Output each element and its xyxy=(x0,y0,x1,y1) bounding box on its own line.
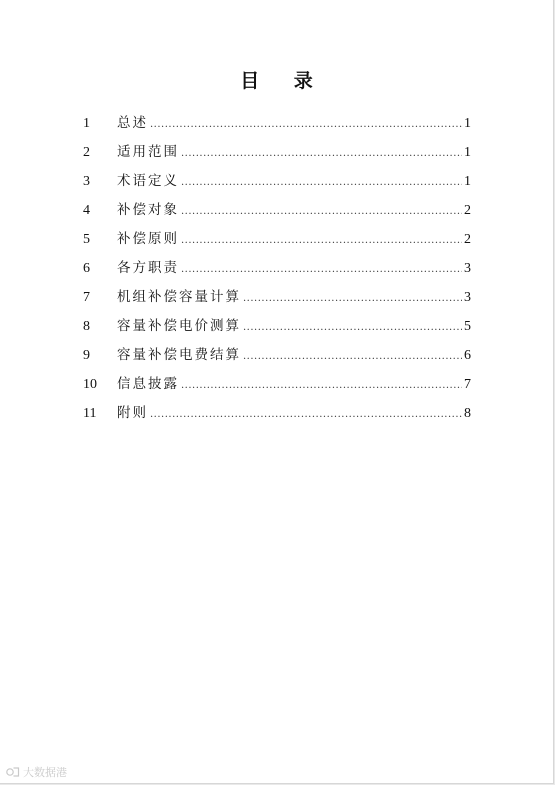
toc-entry-title: 适用范围 xyxy=(117,144,179,160)
watermark-text: 大数据港 xyxy=(23,766,67,779)
toc-entry-number: 3 xyxy=(83,174,90,189)
toc-entry-title: 各方职责 xyxy=(117,260,179,276)
toc-entry[interactable] xyxy=(83,285,471,314)
toc-entry[interactable] xyxy=(83,227,471,256)
toc-entry-number: 7 xyxy=(83,290,90,305)
toc-entry-page: 1 xyxy=(464,145,471,160)
toc-entry-page: 7 xyxy=(464,377,471,392)
toc-entry-title: 附则 xyxy=(117,405,148,421)
toc-entry-page: 5 xyxy=(464,319,471,334)
toc-dot-leader xyxy=(181,148,462,159)
toc-entry[interactable] xyxy=(83,169,471,198)
toc-entry-number: 4 xyxy=(83,203,90,218)
toc-dot-leader xyxy=(181,235,462,246)
toc-entry-title: 总述 xyxy=(117,115,148,131)
toc-entry-page: 8 xyxy=(464,406,471,421)
toc-entry-title: 信息披露 xyxy=(117,376,179,392)
toc-entry-title: 机组补偿容量计算 xyxy=(117,289,241,305)
toc-entry-page: 6 xyxy=(464,348,471,363)
toc-entry-number: 11 xyxy=(83,406,97,421)
toc-entry-title: 补偿原则 xyxy=(117,231,179,247)
toc-entry-number: 2 xyxy=(83,145,90,160)
toc-entry-number: 5 xyxy=(83,232,90,247)
toc-entry-number: 8 xyxy=(83,319,90,334)
toc-entry[interactable] xyxy=(83,372,471,401)
toc-entry-title: 容量补偿电价测算 xyxy=(117,318,241,334)
watermark-logo-icon xyxy=(6,766,20,778)
toc-list xyxy=(83,111,471,430)
toc-title: 目 录 xyxy=(240,70,327,92)
toc-entry-number: 10 xyxy=(83,377,97,392)
watermark xyxy=(6,764,67,780)
toc-entry-title: 补偿对象 xyxy=(117,202,179,218)
toc-entry-page: 1 xyxy=(464,174,471,189)
toc-entry-title: 容量补偿电费结算 xyxy=(117,347,241,363)
toc-entry[interactable] xyxy=(83,401,471,430)
toc-entry[interactable] xyxy=(83,343,471,372)
toc-entry-title: 术语定义 xyxy=(117,173,179,189)
toc-dot-leader xyxy=(150,409,462,420)
toc-entry[interactable] xyxy=(83,140,471,169)
toc-entry[interactable] xyxy=(83,256,471,285)
toc-entry-number: 1 xyxy=(83,116,90,131)
toc-dot-leader xyxy=(181,264,462,275)
toc-entry-page: 2 xyxy=(464,203,471,218)
toc-entry[interactable] xyxy=(83,198,471,227)
toc-dot-leader xyxy=(181,380,462,391)
toc-entry-number: 9 xyxy=(83,348,90,363)
toc-entry-page: 2 xyxy=(464,232,471,247)
toc-entry-page: 3 xyxy=(464,290,471,305)
toc-dot-leader xyxy=(243,322,462,333)
toc-entry-page: 1 xyxy=(464,116,471,131)
toc-dot-leader xyxy=(181,177,462,188)
toc-entry[interactable] xyxy=(83,111,471,140)
toc-dot-leader xyxy=(243,351,462,362)
toc-entry-number: 6 xyxy=(83,261,90,276)
toc-dot-leader xyxy=(150,119,462,130)
toc-entry-page: 3 xyxy=(464,261,471,276)
toc-dot-leader xyxy=(243,293,462,304)
toc-entry[interactable] xyxy=(83,314,471,343)
toc-dot-leader xyxy=(181,206,462,217)
